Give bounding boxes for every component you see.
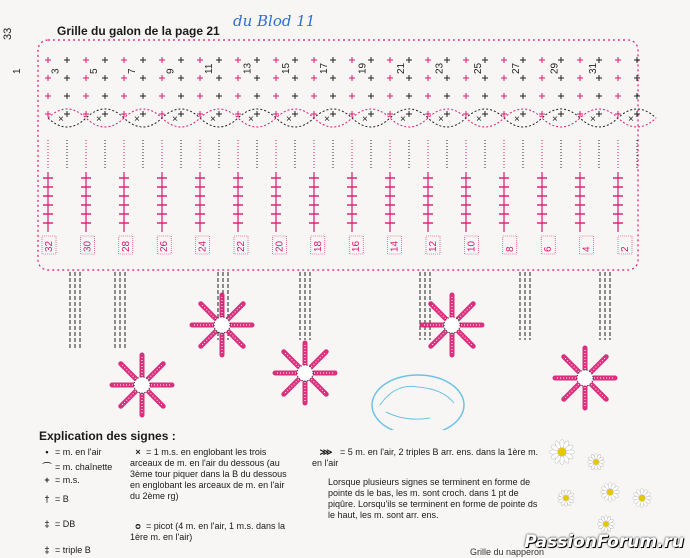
column-number-bottom: 18 <box>312 240 324 252</box>
column-number-bottom: 16 <box>351 240 363 252</box>
watermark: PassionForum.ru <box>524 532 684 552</box>
page-number: 33 <box>2 27 14 40</box>
blue-stamp-icon <box>372 375 464 430</box>
svg-text:×: × <box>324 114 330 125</box>
svg-text:×: × <box>438 114 444 125</box>
daisy-decoration-icon <box>540 436 690 536</box>
column-number-top: 15 <box>280 62 292 74</box>
column-number-top: 13 <box>242 62 254 74</box>
column-number-bottom: 10 <box>466 240 478 252</box>
column-number-top: 5 <box>88 68 100 74</box>
legend-item-ml: • = m. en l'air <box>45 447 102 457</box>
svg-text:×: × <box>628 114 634 125</box>
column-number-top: 27 <box>511 62 523 74</box>
handwritten-note: du Blod 11 <box>233 12 316 30</box>
column-number-top: 31 <box>588 62 599 74</box>
svg-text:×: × <box>172 114 178 125</box>
column-number-bottom: 24 <box>197 240 209 252</box>
svg-text:×: × <box>248 114 254 125</box>
column-number-bottom: 28 <box>120 240 132 252</box>
svg-text:×: × <box>286 114 292 125</box>
legend-item-five: ⋙ = 5 m. en l'air, 2 triples B arr. ens. dans la 1ère m. en l'air <box>312 447 539 468</box>
legend-note: Lorsque plusieurs signes se terminent en forme de pointe ds le bas, les m. sont croch. dans 1 pt de piqûre. Lorsqu'ils se terminent en forme de pointe ds le haut, les m. sont arr. ens. <box>328 477 538 520</box>
column-number-top: 11 <box>204 63 215 74</box>
column-number-top: 19 <box>357 62 369 74</box>
column-number-top: 3 <box>50 68 62 74</box>
legend-item-ch: ⌒ = m. chaînette <box>42 462 113 472</box>
column-number-top: 1 <box>12 68 23 74</box>
column-number-bottom: 2 <box>620 246 631 252</box>
column-number-top: 29 <box>549 62 561 74</box>
column-number-bottom: 6 <box>543 246 555 252</box>
svg-text:×: × <box>476 114 482 125</box>
svg-text:×: × <box>96 114 102 125</box>
column-number-bottom: 20 <box>274 240 286 252</box>
svg-text:×: × <box>362 114 368 125</box>
legend-heading: Explication des signes : <box>39 429 176 443</box>
svg-text:×: × <box>210 114 216 125</box>
column-number-bottom: 32 <box>44 240 55 252</box>
column-number-top: 7 <box>127 68 139 74</box>
svg-text:×: × <box>400 114 406 125</box>
column-number-top: 25 <box>472 62 484 74</box>
column-number-bottom: 22 <box>236 240 247 252</box>
column-number-bottom: 4 <box>581 246 593 252</box>
legend-item-tb: ‡ = triple B <box>44 545 91 555</box>
bottom-label: Grille du napperon <box>470 547 545 557</box>
page-title: Grille du galon de la page 21 <box>57 24 220 38</box>
svg-text:×: × <box>514 114 520 125</box>
svg-text:×: × <box>134 114 140 125</box>
legend-item-b: † = B <box>44 494 69 504</box>
column-number-top: 9 <box>165 68 177 74</box>
legend-item-ms: + = m.s. <box>44 475 80 485</box>
svg-text:×: × <box>552 114 558 125</box>
column-number-bottom: 12 <box>428 240 439 252</box>
column-number-bottom: 8 <box>504 246 516 252</box>
column-number-top: 17 <box>319 62 331 74</box>
legend-item-picot: ᴑ = picot (4 m. en l'air, 1 m.s. dans la 1ère m. en l'air) <box>130 521 286 542</box>
svg-text:×: × <box>590 114 596 125</box>
column-number-top: 23 <box>434 62 446 74</box>
column-number-bottom: 26 <box>159 240 171 252</box>
column-number-bottom: 30 <box>82 240 94 252</box>
svg-text:×: × <box>58 114 64 125</box>
legend-item-x: × = 1 m.s. en englobant les trois arceaux de m. en l'air du dessous (au 3ème tour piquer dans la B du dessous en englobant les arceaux de m. en l'air du 2ème rg) <box>130 447 287 501</box>
column-number-top: 21 <box>396 62 407 74</box>
legend-item-db: ‡ = DB <box>44 519 76 529</box>
column-number-bottom: 14 <box>389 240 401 252</box>
